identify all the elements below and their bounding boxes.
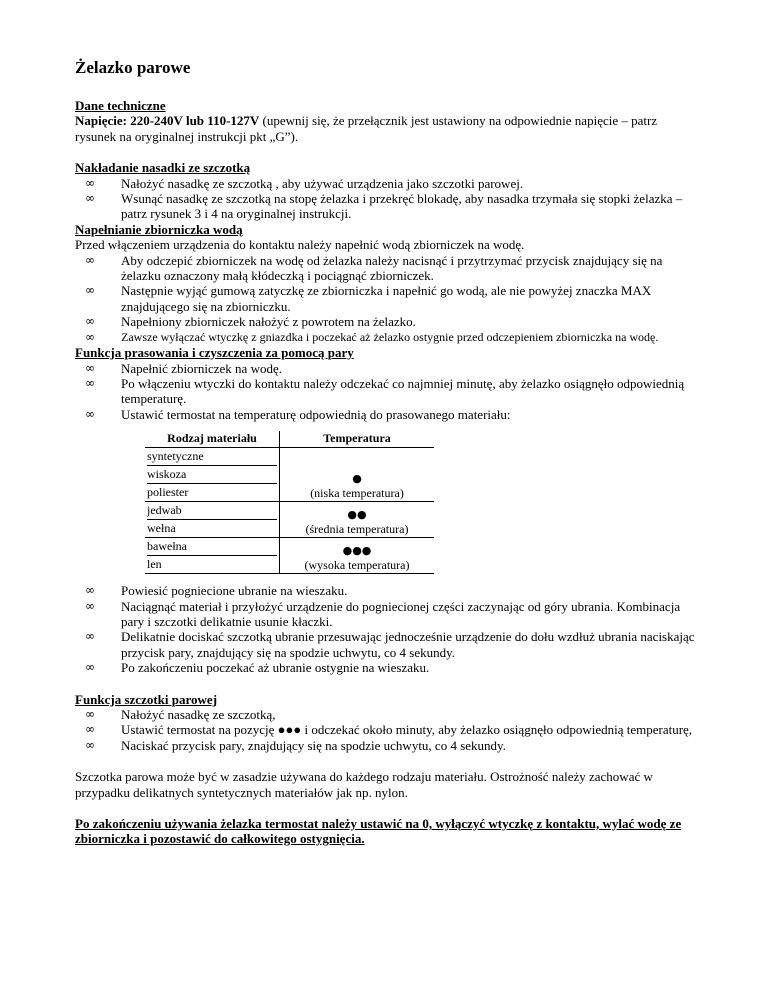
fill-list <box>75 253 695 345</box>
list-item: ∞ Nałożyć nasadkę ze szczotką , aby używać urządzenia jako szczotki parowej. <box>85 175 524 191</box>
temperature-label: (niska temperatura) <box>310 486 404 501</box>
page-title: Żelazko parowe <box>75 58 191 77</box>
list-item: ∞ Aby odczepić zbiorniczek na wodę od żelazka należy nacisnąć i przytrzymać przycisk znajdujący się na żelazku oznaczony małą kłódeczką i pociągnąć zbiorniczek. <box>85 252 663 284</box>
table-header-material: Rodzaj materiału <box>145 431 280 448</box>
bullet-icon: ∞ <box>85 406 95 421</box>
list-item: ∞ Delikatnie dociskać szczotką ubranie przesuwając jednocześnie urządzenie do dołu wzdłuż ubrania naciskając przycisk pary, znajdujący się na spodzie uchwytu, co 4 sekundy. <box>85 629 695 660</box>
list-item: ∞ Ustawić termostat na temperaturę odpowiednią do prasowanego materiału: <box>85 406 511 422</box>
list-item: ∞ Naciskać przycisk pary, znajdujący się na spodzie uchwytu, co 4 sekundy. <box>85 737 506 753</box>
list-item: ∞ Po włączeniu wtyczki do kontaktu należy odczekać co najmniej minutę, aby żelazko osiągnęło odpowiednią temperaturę. <box>85 375 685 407</box>
bullet-icon: ∞ <box>85 706 95 721</box>
list-item: ∞ Nałożyć nasadkę ze szczotką, <box>85 706 276 722</box>
brush-heading: Funkcja szczotki parowej <box>75 691 218 707</box>
bullet-icon: ∞ <box>85 629 95 644</box>
bullet-icon: ∞ <box>85 375 95 390</box>
material-cell: bawełna <box>147 538 277 556</box>
bullet-icon: ∞ <box>85 360 95 375</box>
fill-intro: Przed włączeniem urządzenia do kontaktu należy napełnić wodą zbiorniczek na wodę. <box>75 237 525 253</box>
document-page <box>75 58 695 847</box>
ironing-heading: Funkcja prasowania i czyszczenia za pomocą pary <box>75 345 354 361</box>
list-item: ∞ Napełnić zbiorniczek na wodę. <box>85 360 282 376</box>
temperature-table <box>145 431 434 574</box>
bullet-icon: ∞ <box>85 583 95 598</box>
bullet-icon: ∞ <box>85 737 95 752</box>
material-cell: poliester <box>147 485 189 500</box>
list-item: ∞ Ustawić termostat na pozycję ●●● i odczekać około minuty, aby żelazko osiągnęło odpowiednią temperaturę, <box>85 722 693 738</box>
bullet-icon: ∞ <box>85 598 95 613</box>
bullet-icon: ∞ <box>85 329 95 344</box>
bullet-icon: ∞ <box>85 660 95 675</box>
note-paragraph: Szczotka parowa może być w zasadzie używana do każdego rodzaju materiału. Ostrożność należy zachować w przypadku delikatnych syntetycznych materiałów jak np. nylon. <box>75 769 653 800</box>
material-cell: wiskoza <box>147 466 277 484</box>
table-row <box>145 538 434 574</box>
material-cell: jedwab <box>147 502 277 520</box>
bullet-icon: ∞ <box>85 175 95 190</box>
list-item: ∞ Wsunąć nasadkę ze szczotką na stopę żelazka i przekręć blokadę, aby nasadka trzymała się stopki żelazka – patrz rysunek 3 i 4 na oryginalnej instrukcji. <box>85 191 683 222</box>
temperature-label: (wysoka temperatura) <box>304 558 410 573</box>
nozzle-heading: Nakładanie nasadki ze szczotką <box>75 160 251 176</box>
bullet-icon: ∞ <box>85 252 95 267</box>
table-header-temperature: Temperatura <box>280 431 435 448</box>
final-warning: Po zakończeniu używania żelazka termostat należy ustawić na 0, wyłączyć wtyczkę z kontaktu, wylać wodę ze zbiorniczka i pozostawić do całkowitego ostygnięcia. <box>75 816 682 847</box>
nozzle-list <box>75 176 695 222</box>
bullet-icon: ∞ <box>85 314 95 329</box>
ironing-list-after <box>75 583 695 675</box>
temperature-dots-icon: ●●● <box>342 544 372 558</box>
temperature-dots-icon: ● <box>352 472 362 486</box>
list-item: ∞ Powiesić pogniecione ubranie na wieszaku. <box>85 583 348 599</box>
list-item: ∞ Następnie wyjąć gumową zatyczkę ze zbiorniczka i napełnić go wodą, ale nie powyżej znaczka MAX znajdującego się na zbiorniczku. <box>85 283 652 314</box>
material-cell: syntetyczne <box>147 448 277 466</box>
bullet-icon: ∞ <box>85 722 95 737</box>
list-item: ∞ Naciągnąć materiał i przyłożyć urządzenie do pogniecionej części zaczynając od góry ubrania. Kombinacja pary i szczotki delikatnie usunie kłaczki. <box>85 598 681 629</box>
list-item: ∞ Napełniony zbiorniczek nałożyć z powrotem na żelazko. <box>85 314 416 330</box>
fill-heading: Napełnianie zbiorniczka wodą <box>75 221 243 237</box>
list-item: ∞ Zawsze wyłączać wtyczkę z gniazdka i poczekać aż żelazko ostygnie przed odczepieniem zbiorniczka na wodę. <box>85 329 659 344</box>
temperature-label: (średnia temperatura) <box>305 522 409 537</box>
voltage-text: (upewnij się, że przełącznik jest ustawiony na odpowiednie napięcie – patrz rysunek na oryginalnej instrukcji pkt „G”). <box>75 113 658 144</box>
brush-list <box>75 707 695 753</box>
table-row <box>145 502 434 538</box>
temperature-dots-icon: ●● <box>347 508 367 522</box>
voltage-label: Napięcie: 220-240V lub 110-127V <box>75 113 260 129</box>
table-row <box>145 448 434 502</box>
tech-voltage <box>75 113 695 144</box>
list-item: ∞ Po zakończeniu poczekać aż ubranie ostygnie na wieszaku. <box>85 660 430 676</box>
tech-heading: Dane techniczne <box>75 98 166 113</box>
material-cell: len <box>147 557 162 572</box>
bullet-icon: ∞ <box>85 283 95 298</box>
ironing-list <box>75 361 695 423</box>
material-cell: wełna <box>147 521 176 536</box>
bullet-icon: ∞ <box>85 191 95 206</box>
